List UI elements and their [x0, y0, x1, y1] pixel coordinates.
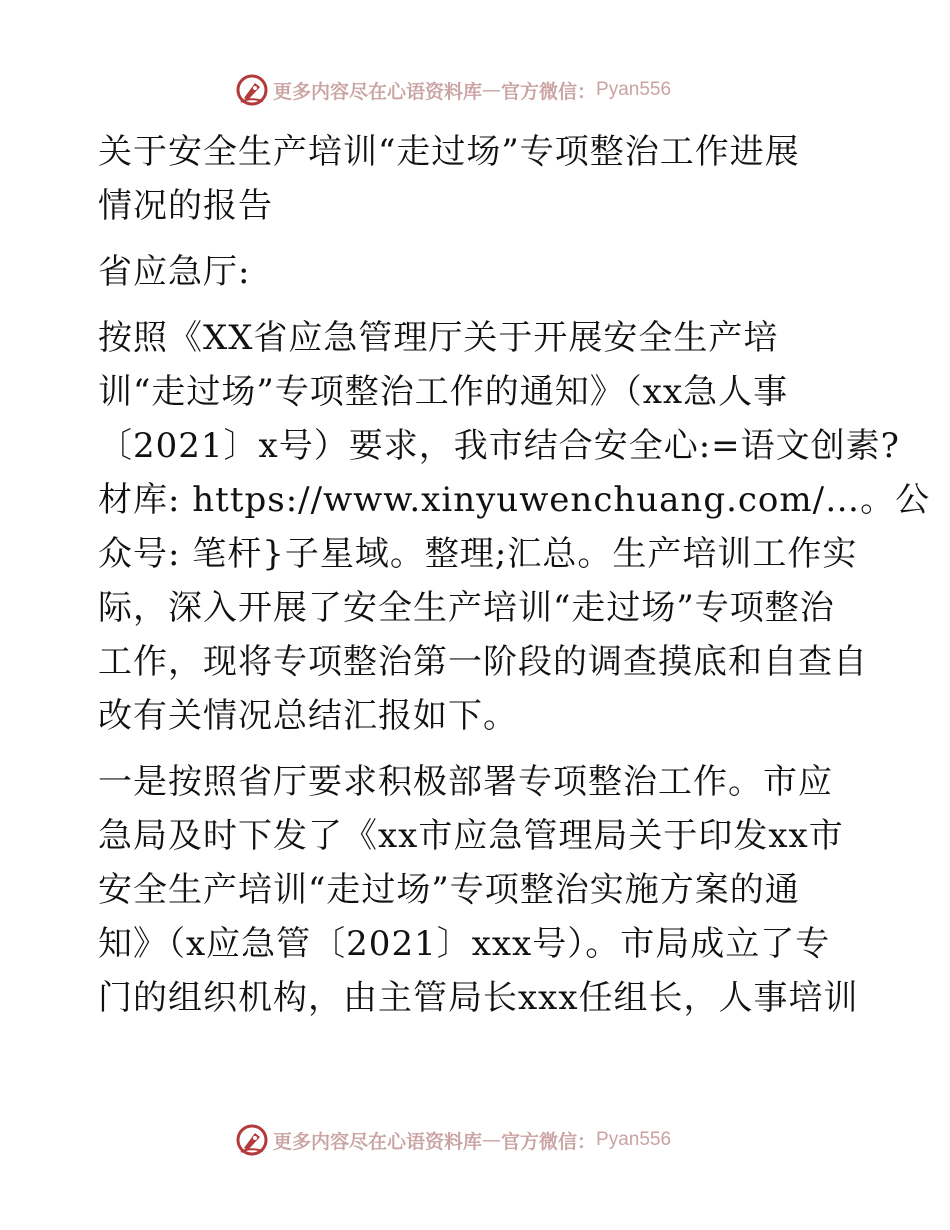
watermark-id: Pyan556	[596, 79, 672, 100]
paragraph-line: 〔2021〕x号）要求，我市结合安全心:=语文创素?	[98, 426, 900, 466]
title-line: 关于安全生产培训“走过场”专项整治工作进展	[98, 132, 800, 172]
paragraph-line: 众号: 笔杆}子星域。整理;汇总。生产培训工作实	[98, 534, 858, 574]
paragraph-line: 材库: https://www.xinyuwenchuang.com/…。公	[98, 480, 931, 520]
paragraph-line: 按照《XX省应急管理厅关于开展安全生产培	[98, 318, 779, 358]
watermark-separator: —	[482, 79, 502, 101]
watermark-separator: —	[482, 1129, 502, 1151]
paragraph-line: 训“走过场”专项整治工作的通知》（xx急人事	[98, 372, 789, 412]
pen-nib-logo-icon	[235, 1123, 269, 1157]
document-body	[98, 125, 931, 1025]
watermark-official-label: 官方微信：	[501, 1130, 597, 1153]
watermark-text: 更多内容尽在心语资料库	[273, 80, 483, 103]
pen-nib-logo-icon	[235, 73, 269, 107]
paragraph-line: 一是按照省厅要求积极部署专项整治工作。市应	[98, 762, 833, 802]
watermark-id: Pyan556	[596, 1129, 672, 1150]
paragraph-line: 知》（x应急管〔2021〕xxx号）。市局成立了专	[98, 924, 831, 964]
paragraph-line: 工作，现将专项整治第一阶段的调查摸底和自查自	[98, 642, 868, 682]
watermark-text: 更多内容尽在心语资料库	[273, 1130, 483, 1153]
watermark-official-label: 官方微信：	[501, 80, 597, 103]
paragraph-line: 际，深入开展了安全生产培训“走过场”专项整治	[98, 588, 835, 628]
paragraph-line: 安全生产培训“走过场”专项整治实施方案的通	[98, 870, 800, 910]
paragraph-line: 急局及时下发了《xx市应急管理局关于印发xx市	[98, 816, 844, 856]
paragraph-line: 门的组织机构，由主管局长xxx任组长，人事培训	[98, 978, 859, 1018]
footer-watermark	[235, 1122, 671, 1158]
header-watermark	[235, 72, 671, 108]
salutation: 省应急厅:	[98, 252, 251, 292]
paragraph-line: 改有关情况总结汇报如下。	[98, 696, 518, 736]
title-line: 情况的报告	[98, 186, 273, 226]
